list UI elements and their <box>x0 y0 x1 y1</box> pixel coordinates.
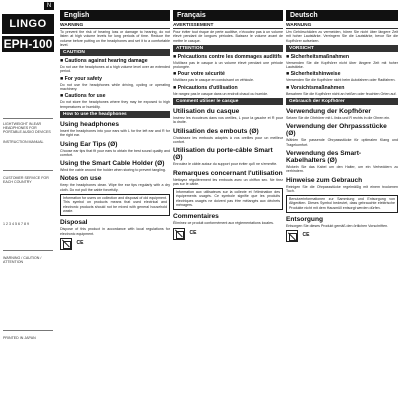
caution-text: Verwenden Sie die Kopfhörer nicht über längere Zeit mit hoher Lautstärke. <box>286 60 398 70</box>
crossed-bin-icon <box>60 238 72 250</box>
section-heading: Utilisation des embouts (Ø) <box>173 127 259 135</box>
column-french <box>173 10 283 395</box>
divider <box>3 170 53 171</box>
section-text: Éliminez ce produit conformément aux réglementations locales. <box>173 221 274 226</box>
left-cover-strip <box>0 0 56 400</box>
disposal-text: Benutzerinformationen zur Sammlung und Entsorgung von Altgeräten. Dieses Symbol bedeutet, dass gebrauchte elektrische Produkte nicht mit dem Hausmüll entsorgt werden dürfen. <box>289 197 395 210</box>
caution-text: Do not store the headphones where they may be exposed to high temperatures or humidity. <box>60 100 170 109</box>
how-to-bar: Gebrauch der Kopfhörer <box>286 98 398 105</box>
caution-text: Verwenden Sie die Kopfhörer nicht beim Autofahren oder Radfahren. <box>286 78 396 83</box>
caution-heading: ■ Vorsichtsmaßnahmen <box>286 84 345 91</box>
section-heading: Disposal <box>60 219 88 227</box>
warning-text: Pour éviter tout risque de perte auditive, n'écoutez pas à un volume élevé pendant de longues périodes. Baissez le volume avant de mettre le casque. <box>173 30 283 43</box>
brand-name: LINGO <box>2 14 54 34</box>
model-number: EPH-100 <box>3 37 53 51</box>
section-text: Enroulez le câble autour du support pour éviter qu'il ne s'emmêle. <box>173 162 278 167</box>
section-text: Insérez les écouteurs dans vos oreilles, L pour la gauche et R pour la droite. <box>173 116 283 125</box>
column-english <box>60 10 170 395</box>
section-text: Insert the headphones into your ears with L for the left ear and R for the right ear. <box>60 128 170 138</box>
disposal-box <box>60 194 170 216</box>
crossed-bin-icon <box>286 230 298 242</box>
section-text: Wind the cable around the holder when storing to prevent tangling. <box>60 168 166 173</box>
caution-heading: ■ Pour votre sécurité <box>173 71 225 78</box>
strip-numbers: 1 2 3 4 5 6 7 8 9 <box>3 222 29 226</box>
section-text: Reinigen Sie die Ohrpassstücke regelmäßig mit einem trockenen Tuch. <box>286 184 398 193</box>
warning-text: To prevent the risk of hearing loss or damage to hearing, do not listen at high volume levels for long periods of time. Reduce the volume before putting on the headphones and set it to a comfortable level. <box>60 30 170 47</box>
section-text: Dispose of this product in accordance with local regulations for electronic equipment. <box>60 227 170 236</box>
brand-logo-icon: N <box>44 2 54 10</box>
language-header: Français <box>173 10 283 21</box>
warning-text: Um Gehörschäden zu vermeiden, hören Sie nicht über längere Zeit mit hoher Lautstärke. Verringern Sie die Lautstärke, bevor Sie die Kopfhörer aufsetzen. <box>286 30 398 43</box>
disposal-box <box>286 195 398 213</box>
section-text: Wählen Sie passende Ohrpassstücke für optimalen Klang und Tragekomfort. <box>286 138 398 147</box>
how-to-bar: How to use the headphones <box>60 111 170 118</box>
ce-mark-icon: CE <box>189 229 197 236</box>
caution-text: Ne rangez pas le casque dans un endroit chaud ou humide. <box>173 91 269 96</box>
section-heading: Using the Smart Cable Holder (Ø) <box>60 160 165 168</box>
caution-text: N'utilisez pas le casque à un volume élevé pendant une période prolongée. <box>173 60 283 70</box>
caution-heading: ■ For your safety <box>60 75 103 82</box>
divider <box>3 330 53 331</box>
section-heading: Verwendung der Ohrpassstücke (Ø) <box>286 123 387 138</box>
column-german <box>286 10 398 395</box>
icon-row <box>286 230 398 242</box>
language-header: Deutsch <box>286 10 398 21</box>
caution-text: Do not use the headphones while driving, cycling or operating machinery. <box>60 82 170 92</box>
divider <box>3 250 53 251</box>
caution-bar: ATTENTION <box>173 45 283 52</box>
divider <box>3 118 53 119</box>
section-heading: Entsorgung <box>286 216 323 224</box>
caution-heading: ■ Précautions d'utilisation <box>173 84 238 91</box>
disposal-text: Information for users on collection and disposal of old equipment. This symbol on products means that used electrical and electronic products should not be mixed with general household waste. <box>63 196 167 213</box>
caution-text: N'utilisez pas le casque en conduisant un véhicule. <box>173 78 254 83</box>
disposal-box <box>173 188 283 210</box>
caution-heading: ■ Cautions for use <box>60 93 106 100</box>
icon-row <box>60 238 170 250</box>
icon-row <box>173 228 283 240</box>
crossed-bin-icon <box>173 228 185 240</box>
caution-text: Do not use the headphones at a high volume level over an extended period. <box>60 65 170 74</box>
section-text: Nettoyez régulièrement les embouts avec un chiffon sec. Ne tirez pas sur le câble. <box>173 177 283 186</box>
section-text: Choisissez les embouts adaptés à vos oreilles pour un meilleur confort. <box>173 135 283 144</box>
caution-heading: ■ Cautions against hearing damage <box>60 58 148 65</box>
section-heading: Verwendung der Kopfhörer <box>286 108 371 116</box>
strip-service: CUSTOMER SERVICE FOR EACH COUNTRY <box>3 176 49 185</box>
caution-heading: ■ Précautions contre les dommages auditifs <box>173 53 282 60</box>
warning-label: WARNUNG <box>286 23 398 29</box>
section-heading: Commentaires <box>173 213 219 221</box>
ce-mark-icon: CE <box>76 239 84 246</box>
section-heading: Notes on use <box>60 175 102 183</box>
section-heading: Utilisation du casque <box>173 108 240 116</box>
caution-heading: ■ Sicherheitsmaßnahmen <box>286 53 350 60</box>
disposal-text: Information aux utilisateurs sur la collecte et l'élimination des équipements usagés. Ce symbole signifie que les produits électriques usagés ne doivent pas être mélangés aux déchets ménagers. <box>176 190 280 208</box>
language-header: English <box>60 10 170 21</box>
section-heading: Using headphones <box>60 120 119 128</box>
section-heading: Hinweise zum Gebrauch <box>286 176 363 184</box>
warning-label: WARNING <box>60 23 170 29</box>
caution-text: Bewahren Sie die Kopfhörer nicht an heißen oder feuchten Orten auf. <box>286 91 397 96</box>
section-heading: Verwendung des Smart-Kabelhalters (Ø) <box>286 149 362 164</box>
caution-heading: ■ Sicherheitshinweise <box>286 71 341 78</box>
section-heading: Using Ear Tips (Ø) <box>60 140 118 148</box>
section-text: Setzen Sie die Ohrhörer mit L links und R rechts in die Ohren ein. <box>286 116 391 121</box>
section-heading: Remarques concernant l'utilisation <box>173 169 283 177</box>
strip-warnings: WARNING / CAUTION / ATTENTION <box>3 256 42 265</box>
section-text: Entsorgen Sie dieses Produkt gemäß den örtlichen Vorschriften. <box>286 224 389 229</box>
caution-bar: VORSICHT <box>286 45 398 52</box>
ce-mark-icon: CE <box>302 232 310 239</box>
brand-bar <box>2 14 54 34</box>
warning-label: AVERTISSEMENT <box>173 23 283 29</box>
caution-bar: CAUTION <box>60 49 170 56</box>
section-text: Wickeln Sie das Kabel um den Halter, um ein Verheddern zu verhindern. <box>286 164 398 174</box>
how-to-bar: Comment utiliser le casque <box>173 98 283 105</box>
strip-desc: LIGHTWEIGHT IN-EAR HEADPHONES FOR PORTABLE AUDIO DEVICES <box>3 122 51 135</box>
strip-printed: PRINTED IN JAPAN <box>3 336 36 340</box>
section-heading: Utilisation du porte-câble Smart (Ø) <box>173 147 273 162</box>
section-text: Choose ear tips that fit your ears to obtain the best sound quality and comfort. <box>60 148 170 157</box>
section-text: Keep the headphones clean. Wipe the ear tips regularly with a dry cloth. Do not pull the cable forcefully. <box>60 183 170 192</box>
strip-manual: INSTRUCTION MANUAL <box>3 140 44 144</box>
